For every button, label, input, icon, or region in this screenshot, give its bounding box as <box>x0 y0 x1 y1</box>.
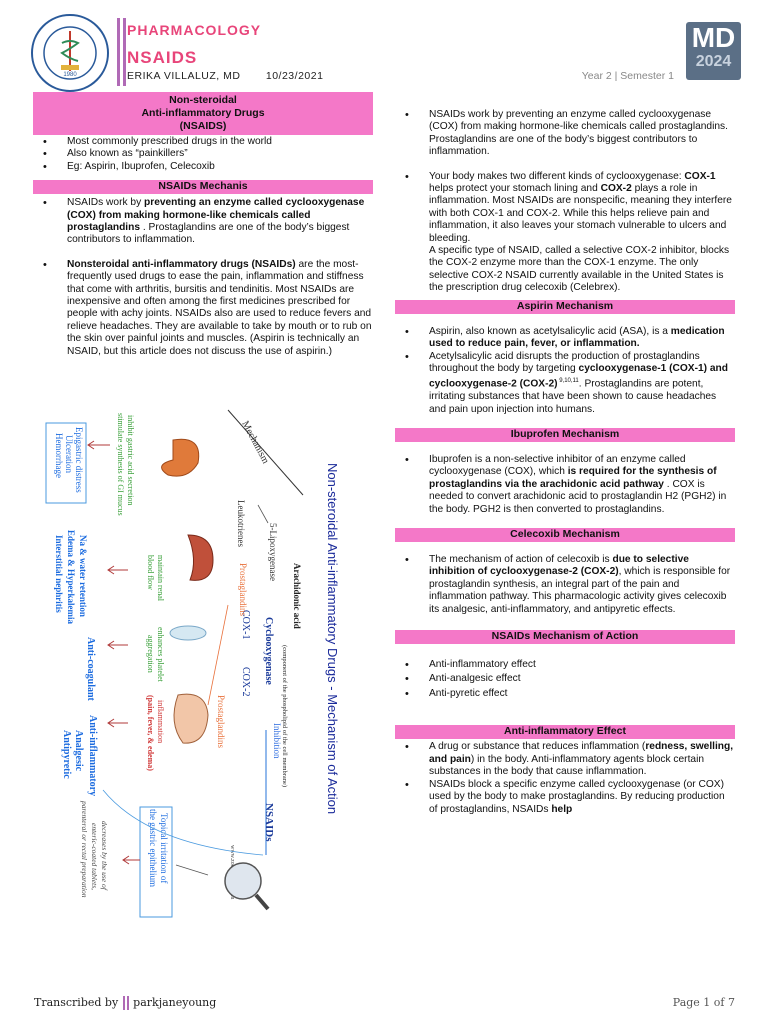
list-item: • Also known as “painkillers” <box>67 148 373 160</box>
list-item: • NSAIDs work by preventing an enzyme called cyclooxygenase (COX) from making hormone-like chemicals called prostaglandins . Prostaglandins are one of the body’s biggest contributors to inflammation. <box>67 197 373 247</box>
md-class-badge <box>686 22 741 80</box>
inflammation-effect-2: (pain, fever, & edema) <box>146 695 155 771</box>
mechanism-list <box>33 197 373 358</box>
platelet-effect-1: enhances platelet <box>156 627 165 682</box>
zoomout-logo <box>225 863 261 899</box>
adverse-gi-3: Hemorrhage <box>54 433 64 478</box>
list-item: • Nonsteroidal anti-inflammatory drugs (NSAIDs) are the most-frequently used drugs to ease the pain, inflammation and stiffness that come with arthritis, bursitis and tendinitis. Most NSAIDs are inexpensive and often among the first medicines prescribed for people with achy joints. NSAIDs also are used to reduce fevers and relieve headaches. They are available to take by mouth or to rub on the skin over painful joints and muscles. (Aspirin is technically an NSAID, but this article does not discuss the use of aspirin.) <box>67 259 373 358</box>
renal-effect-1: maintain renal <box>156 555 165 601</box>
adverse-renal-3: Interstitial nephritis <box>54 535 64 613</box>
year-semester: Year 2 | Semester 1 <box>581 70 674 82</box>
intro-list <box>33 136 373 173</box>
left-column <box>33 92 373 358</box>
list-item: • A drug or substance that reduces inflammation (redness, swelling, and pain) in the body. Anti-inflammatory agents block certain substances in the body that cause inflammation. <box>429 741 735 778</box>
intro-bar-line: Anti-inflammatory Drugs <box>141 107 265 119</box>
college-logo <box>30 13 110 93</box>
inhibition-label: Inhibition <box>272 723 282 759</box>
therapeutic-3: Antipyretic <box>61 730 72 779</box>
list-item: • Anti-inflammatory effect <box>429 658 735 673</box>
section-bar-nsaids-intro <box>33 92 373 135</box>
adverse-renal-1: Na & water retention <box>78 535 88 617</box>
page-number: Page 1 of 7 <box>672 996 735 1009</box>
list-item: • Eg: Aspirin, Ibuprofen, Celecoxib <box>67 161 373 173</box>
kidney-image <box>188 535 213 580</box>
header-accent-bar <box>123 18 126 86</box>
topical-2: the gastric epithelium <box>148 809 158 887</box>
list-item: • Most commonly prescribed drugs in the world <box>67 136 373 148</box>
list-item: • Ibuprofen is a non-selective inhibitor of an enzyme called cyclooxygenase (COX), which is required for the synthesis of prostaglandins via the arachidonic acid pathway . COX is needed to convert arachidonic acid to prostaglandin H2 (PGH2) in the body. PGH2 is then converted to prostaglandins. <box>429 454 735 516</box>
right-intro-list <box>395 109 735 295</box>
list-item: • Your body makes two different kinds of cyclooxygenase: COX-1 helps protect your stomach lining and COX-2 plays a role in inflammation. Most NSAIDs are nonspecific, meaning they interfere with both COX-1 and COX-2. While this helps relieve pain and inflammation, it also leaves your stomach vulnerable to ulcers and bleeding. A specific type of NSAID, called a selective COX-2 inhibitor, blocks the COX-2 enzyme more than the COX-1 enzyme. The only selective COX-2 NSAID currently available in the United States is the prescription drug celecoxib (Celebrex). <box>429 171 735 295</box>
arachidonic-acid-label: Arachidonic acid <box>292 563 302 629</box>
course-subject: PHARMACOLOGY <box>127 22 262 38</box>
list-item: • NSAIDs work by preventing an enzyme called cyclooxygenase (COX) from making hormone-like chemicals called prostaglandins. Prostaglandins are one of the body’s biggest contributors to inflammation. <box>429 109 735 159</box>
adverse-renal-2: Edema & Hyperkalemia <box>66 530 76 624</box>
intro-bar-line: (NSAIDS) <box>179 120 227 132</box>
leukotrienes-label: Leukotrienes <box>236 500 246 547</box>
footer-accent-bar <box>127 996 129 1010</box>
section-bar-mechanism: NSAIDs Mechanis <box>33 180 373 194</box>
ibuprofen-list <box>395 454 735 516</box>
prostaglandins-label-2: Prostaglandins <box>216 695 226 748</box>
decrease-note-1: decreases by the use of <box>100 821 109 890</box>
right-column <box>395 109 735 816</box>
page-title: NSAIDS <box>127 48 198 67</box>
topical-1: Topical irritation of <box>159 813 169 884</box>
list-item: • Acetylsalicylic acid disrupts the production of prostaglandins throughout the body by targeting cyclooxygenase-1 (COX-1) and cyclooxygenase-2 (COX-2) $^{9,10,11}$. Prostaglandins are potent, irritating substances that have been shown to cause headaches and pain upon injection into humans. <box>429 351 735 416</box>
adverse-gi-1: Epigastric distress <box>74 427 84 493</box>
stomach-image <box>162 439 199 476</box>
arachidonic-note: (component of the phospholipid of the cell membrane) <box>281 645 288 788</box>
lipoxygenase-label: 5-Lipoxygenase <box>268 523 278 581</box>
author-name: ERIKA VILLALUZ, MD <box>127 70 241 82</box>
list-item: • Anti-analgesic effect <box>429 672 735 687</box>
gi-effect-2: stimulate synthesis of GI mucus <box>116 413 125 516</box>
aspirin-list <box>395 326 735 416</box>
inflammation-effect-1: inflammation <box>156 700 165 744</box>
cox2-label: COX-2 <box>240 667 251 697</box>
list-item: • Anti-pyretic effect <box>429 687 735 702</box>
cyclooxygenase-label: Cyclooxygenase <box>263 617 274 685</box>
diagram-title: Non-steroidal Anti-inflammatory Drugs - Mechanism of Action <box>325 463 340 815</box>
section-bar-anti-inflammatory: Anti-inflammatory Effect <box>395 725 735 739</box>
lecture-date: 10/23/2021 <box>265 70 324 82</box>
list-item: • The mechanism of action of celecoxib is due to selective inhibition of cyclooxygenase-2 (COX-2), which is responsible for prostaglandin synthesis, an integral part of the pain and inflammation pathway. This pharmacologic activity gives celecoxib its analgesic, anti-inflammatory, and antipyretic effects. <box>429 554 735 616</box>
anti-inflammatory-list <box>395 741 735 815</box>
section-bar-celecoxib: Celecoxib Mechanism <box>395 528 735 542</box>
cox1-label: COX-1 <box>240 610 251 640</box>
gi-effect-1: inhibit gastric acid secretion <box>126 415 135 506</box>
inflamed-hand-image <box>174 694 208 743</box>
author-date-line <box>127 70 345 82</box>
decrease-note-3: parenteral or rectal preparation <box>80 801 89 898</box>
footer-transcriber <box>34 996 216 1010</box>
nsaid-mechanism-diagram <box>28 405 373 937</box>
transcriber-name: parkjaneyoung <box>133 996 217 1009</box>
platelet-effect-2: aggregation <box>146 635 155 673</box>
mechanism-label: Mechanism <box>239 419 271 466</box>
list-item: • Aspirin, also known as acetylsalicylic acid (ASA), is a medication used to reduce pain, fever, or inflammation. <box>429 326 735 351</box>
prostaglandins-label-1: Prostaglandins <box>238 563 248 616</box>
section-bar-moa: NSAIDs Mechanism of Action <box>395 630 735 644</box>
nsaids-diagram-label: NSAIDs <box>263 803 275 842</box>
moa-list <box>395 658 735 702</box>
celecoxib-list <box>395 554 735 616</box>
badge-year-text: 2024 <box>695 53 732 70</box>
therapeutic-2: Analgesic <box>73 730 84 772</box>
footer-accent-bar <box>123 996 125 1010</box>
transcribed-by-label: Transcribed by <box>34 996 119 1009</box>
section-bar-aspirin: Aspirin Mechanism <box>395 300 735 314</box>
anticoagulant-label: Anti-coagulant <box>85 637 96 701</box>
platelet-image <box>170 626 206 640</box>
header-accent-bar <box>117 18 120 86</box>
list-item: • NSAIDs block a specific enzyme called cyclooxygenase (or COX) used by the body to make prostaglandins. By reducing production of prostaglandins, NSAIDs help <box>429 779 735 816</box>
badge-md-text: MD <box>691 22 736 53</box>
section-bar-ibuprofen: Ibuprofen Mechanism <box>395 428 735 442</box>
svg-text:1980: 1980 <box>63 72 77 78</box>
decrease-note-2: enteric-coated tablets, <box>90 823 99 891</box>
adverse-gi-2: Ulceration <box>64 435 74 473</box>
intro-bar-line: Non-steroidal <box>169 94 237 106</box>
renal-effect-2: blood flow <box>146 555 155 590</box>
therapeutic-1: Anti-inflammatory <box>87 715 98 797</box>
